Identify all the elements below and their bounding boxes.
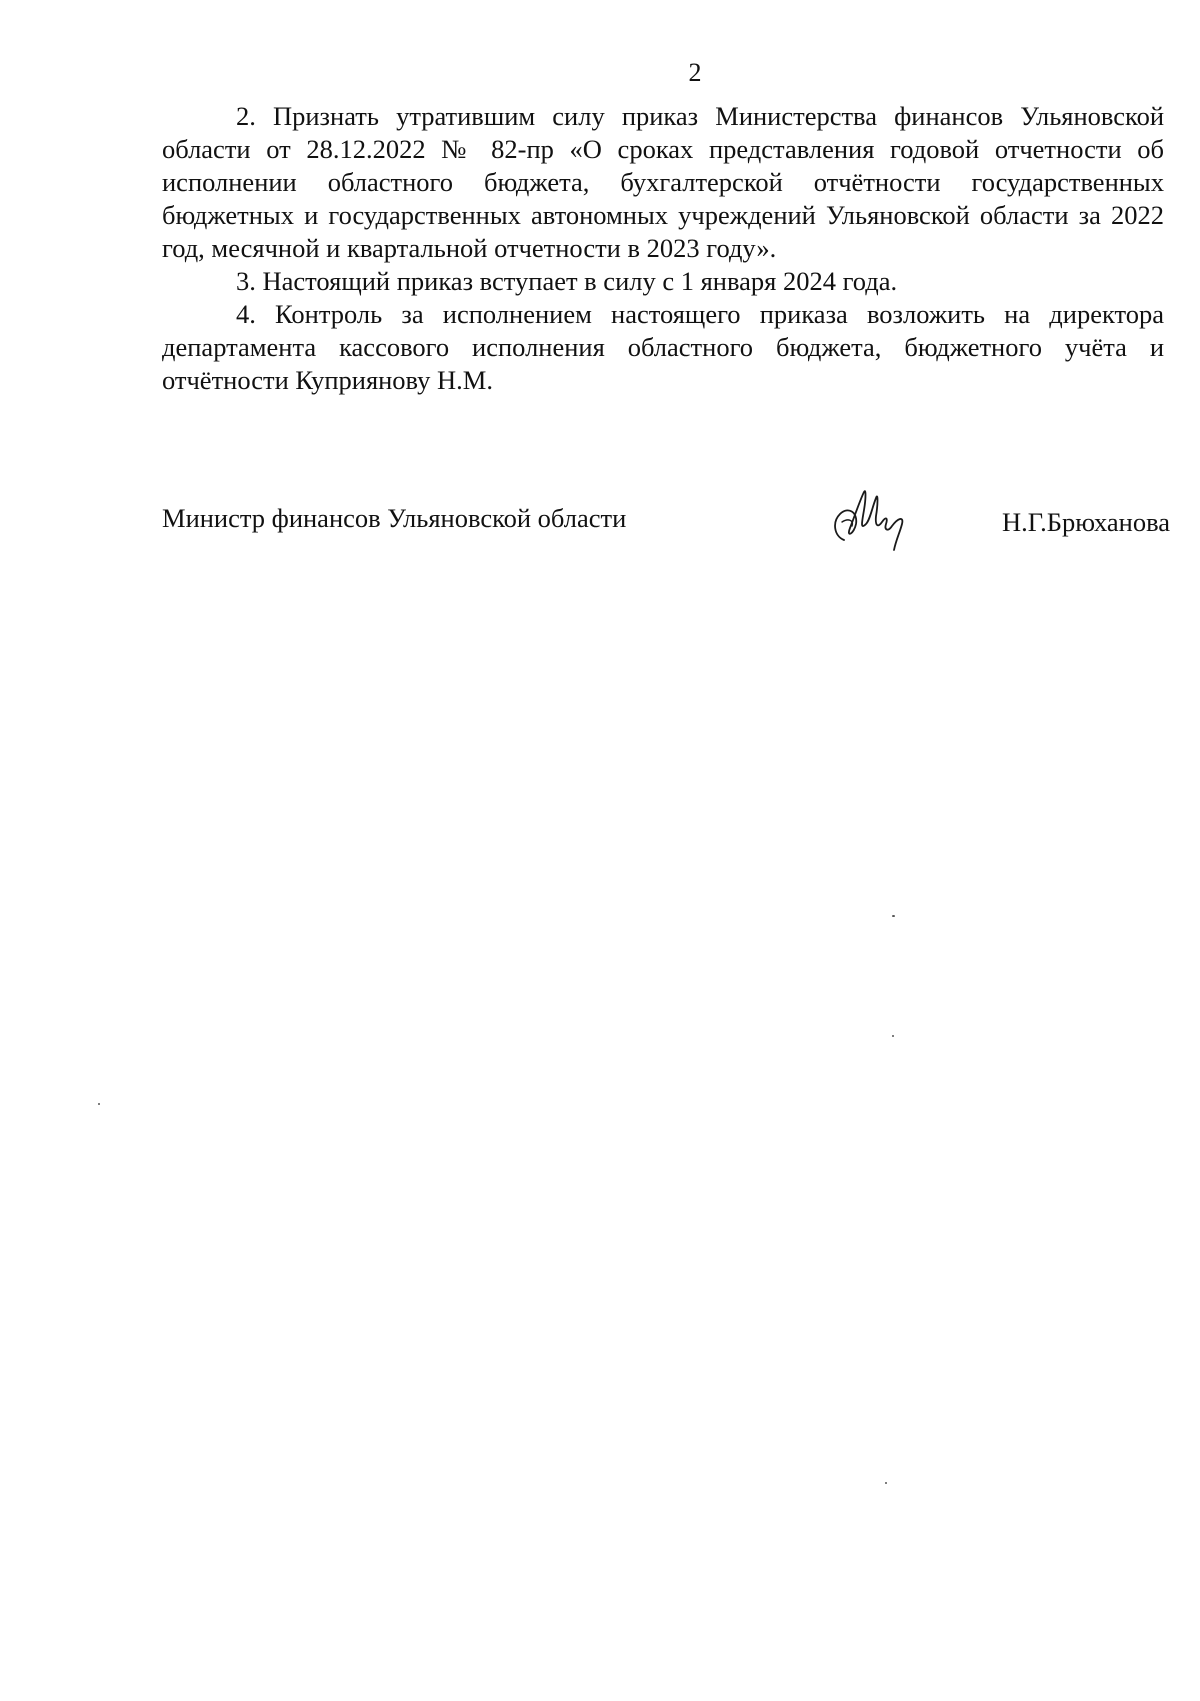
scan-speck xyxy=(98,1103,100,1105)
scan-speck xyxy=(885,1482,887,1484)
scan-speck xyxy=(892,1035,894,1037)
order-body xyxy=(162,100,1164,397)
signature-block xyxy=(162,500,1170,570)
scan-speck xyxy=(892,915,895,917)
signer-name: Н.Г.Брюханова xyxy=(1002,507,1170,537)
handwritten-signature xyxy=(826,478,916,558)
page-number: 2 xyxy=(688,58,702,87)
paragraph-repeal: 2. Признать утратившим силу приказ Министерства финансов Ульяновской области от 28.12.2022 № 82-пр «О сроках представления годовой отчетности об исполнении областного бюджета, бухгалтерской отчётности государственных бюджетных и государственных автономных учреждений Ульяновской области за 2022 год, месячной и квартальной отчетности в 2023 году». xyxy=(162,101,1164,263)
paragraph-control: 4. Контроль за исполнением настоящего приказа возложить на директора департамента кассового исполнения областного бюджета, бюджетного учёта и отчётности Куприянову Н.М. xyxy=(162,299,1164,395)
signer-title: Министр финансов Ульяновской области xyxy=(162,503,627,533)
paragraph-effective-date: 3. Настоящий приказ вступает в силу с 1 января 2024 года. xyxy=(236,266,898,296)
